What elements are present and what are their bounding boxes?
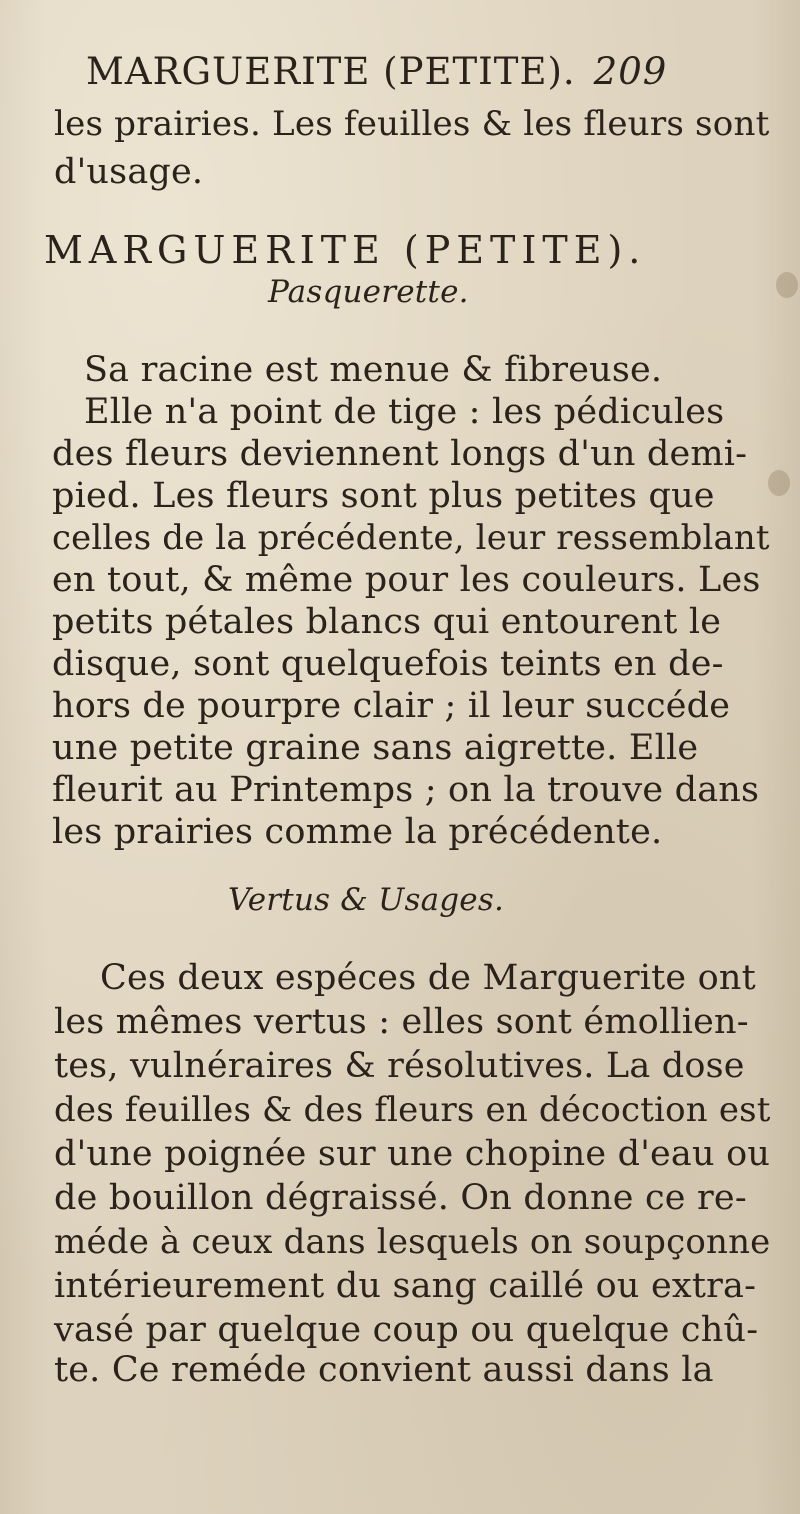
text-line: hors de pourpre clair ; il leur succéde (52, 686, 731, 726)
text-line: fleurit au Printemps ; on la trouve dans (52, 770, 760, 810)
running-header (86, 52, 667, 92)
text-line: les prairies comme la précédente. (52, 812, 663, 852)
text-line: petits pétales blancs qui entourent le (52, 602, 722, 642)
text-line: en tout, & même pour les couleurs. Les (52, 560, 761, 600)
text-line: celles de la précédente, leur ressemblant (52, 518, 770, 557)
text-line: les mêmes vertus : elles sont émollien- (54, 1002, 749, 1042)
text-line: méde à ceux dans lesquels on soupçonne (54, 1222, 771, 1262)
text-line: Ces deux espéces de Marguerite ont (100, 958, 756, 998)
running-title: MARGUERITE (PETITE). (86, 50, 576, 93)
text-line: tes, vulnéraires & résolutives. La dose (54, 1046, 745, 1086)
page-number: 209 (593, 50, 668, 93)
text-line: des feuilles & des fleurs en décoction est (54, 1090, 771, 1130)
entry-subtitle: Pasquerette. (268, 274, 469, 310)
text-line: intérieurement du sang caillé ou extra- (54, 1266, 757, 1306)
text-line: d'une poignée sur une chopine d'eau ou (54, 1134, 771, 1174)
entry-title: MARGUERITE (PETITE). (44, 228, 647, 272)
text-line: pied. Les fleurs sont plus petites que (52, 476, 715, 516)
text-line: de bouillon dégraissé. On donne ce re- (54, 1178, 747, 1218)
text-line: vasé par quelque coup ou quelque chû- (54, 1310, 759, 1350)
page-stain (776, 272, 798, 298)
text-line: les prairies. Les feuilles & les fleurs sont (54, 104, 770, 144)
text-line: d'usage. (54, 152, 204, 192)
section-heading: Vertus & Usages. (228, 882, 505, 918)
page-stain (768, 470, 790, 496)
text-line: des fleurs deviennent longs d'un demi- (52, 434, 748, 474)
text-line: disque, sont quelquefois teints en de- (52, 644, 724, 684)
text-line: Elle n'a point de tige : les pédicules (84, 392, 725, 432)
text-line: te. Ce reméde convient aussi dans la (54, 1350, 714, 1390)
text-line: une petite graine sans aigrette. Elle (52, 728, 699, 768)
text-line: Sa racine est menue & fibreuse. (84, 350, 663, 390)
